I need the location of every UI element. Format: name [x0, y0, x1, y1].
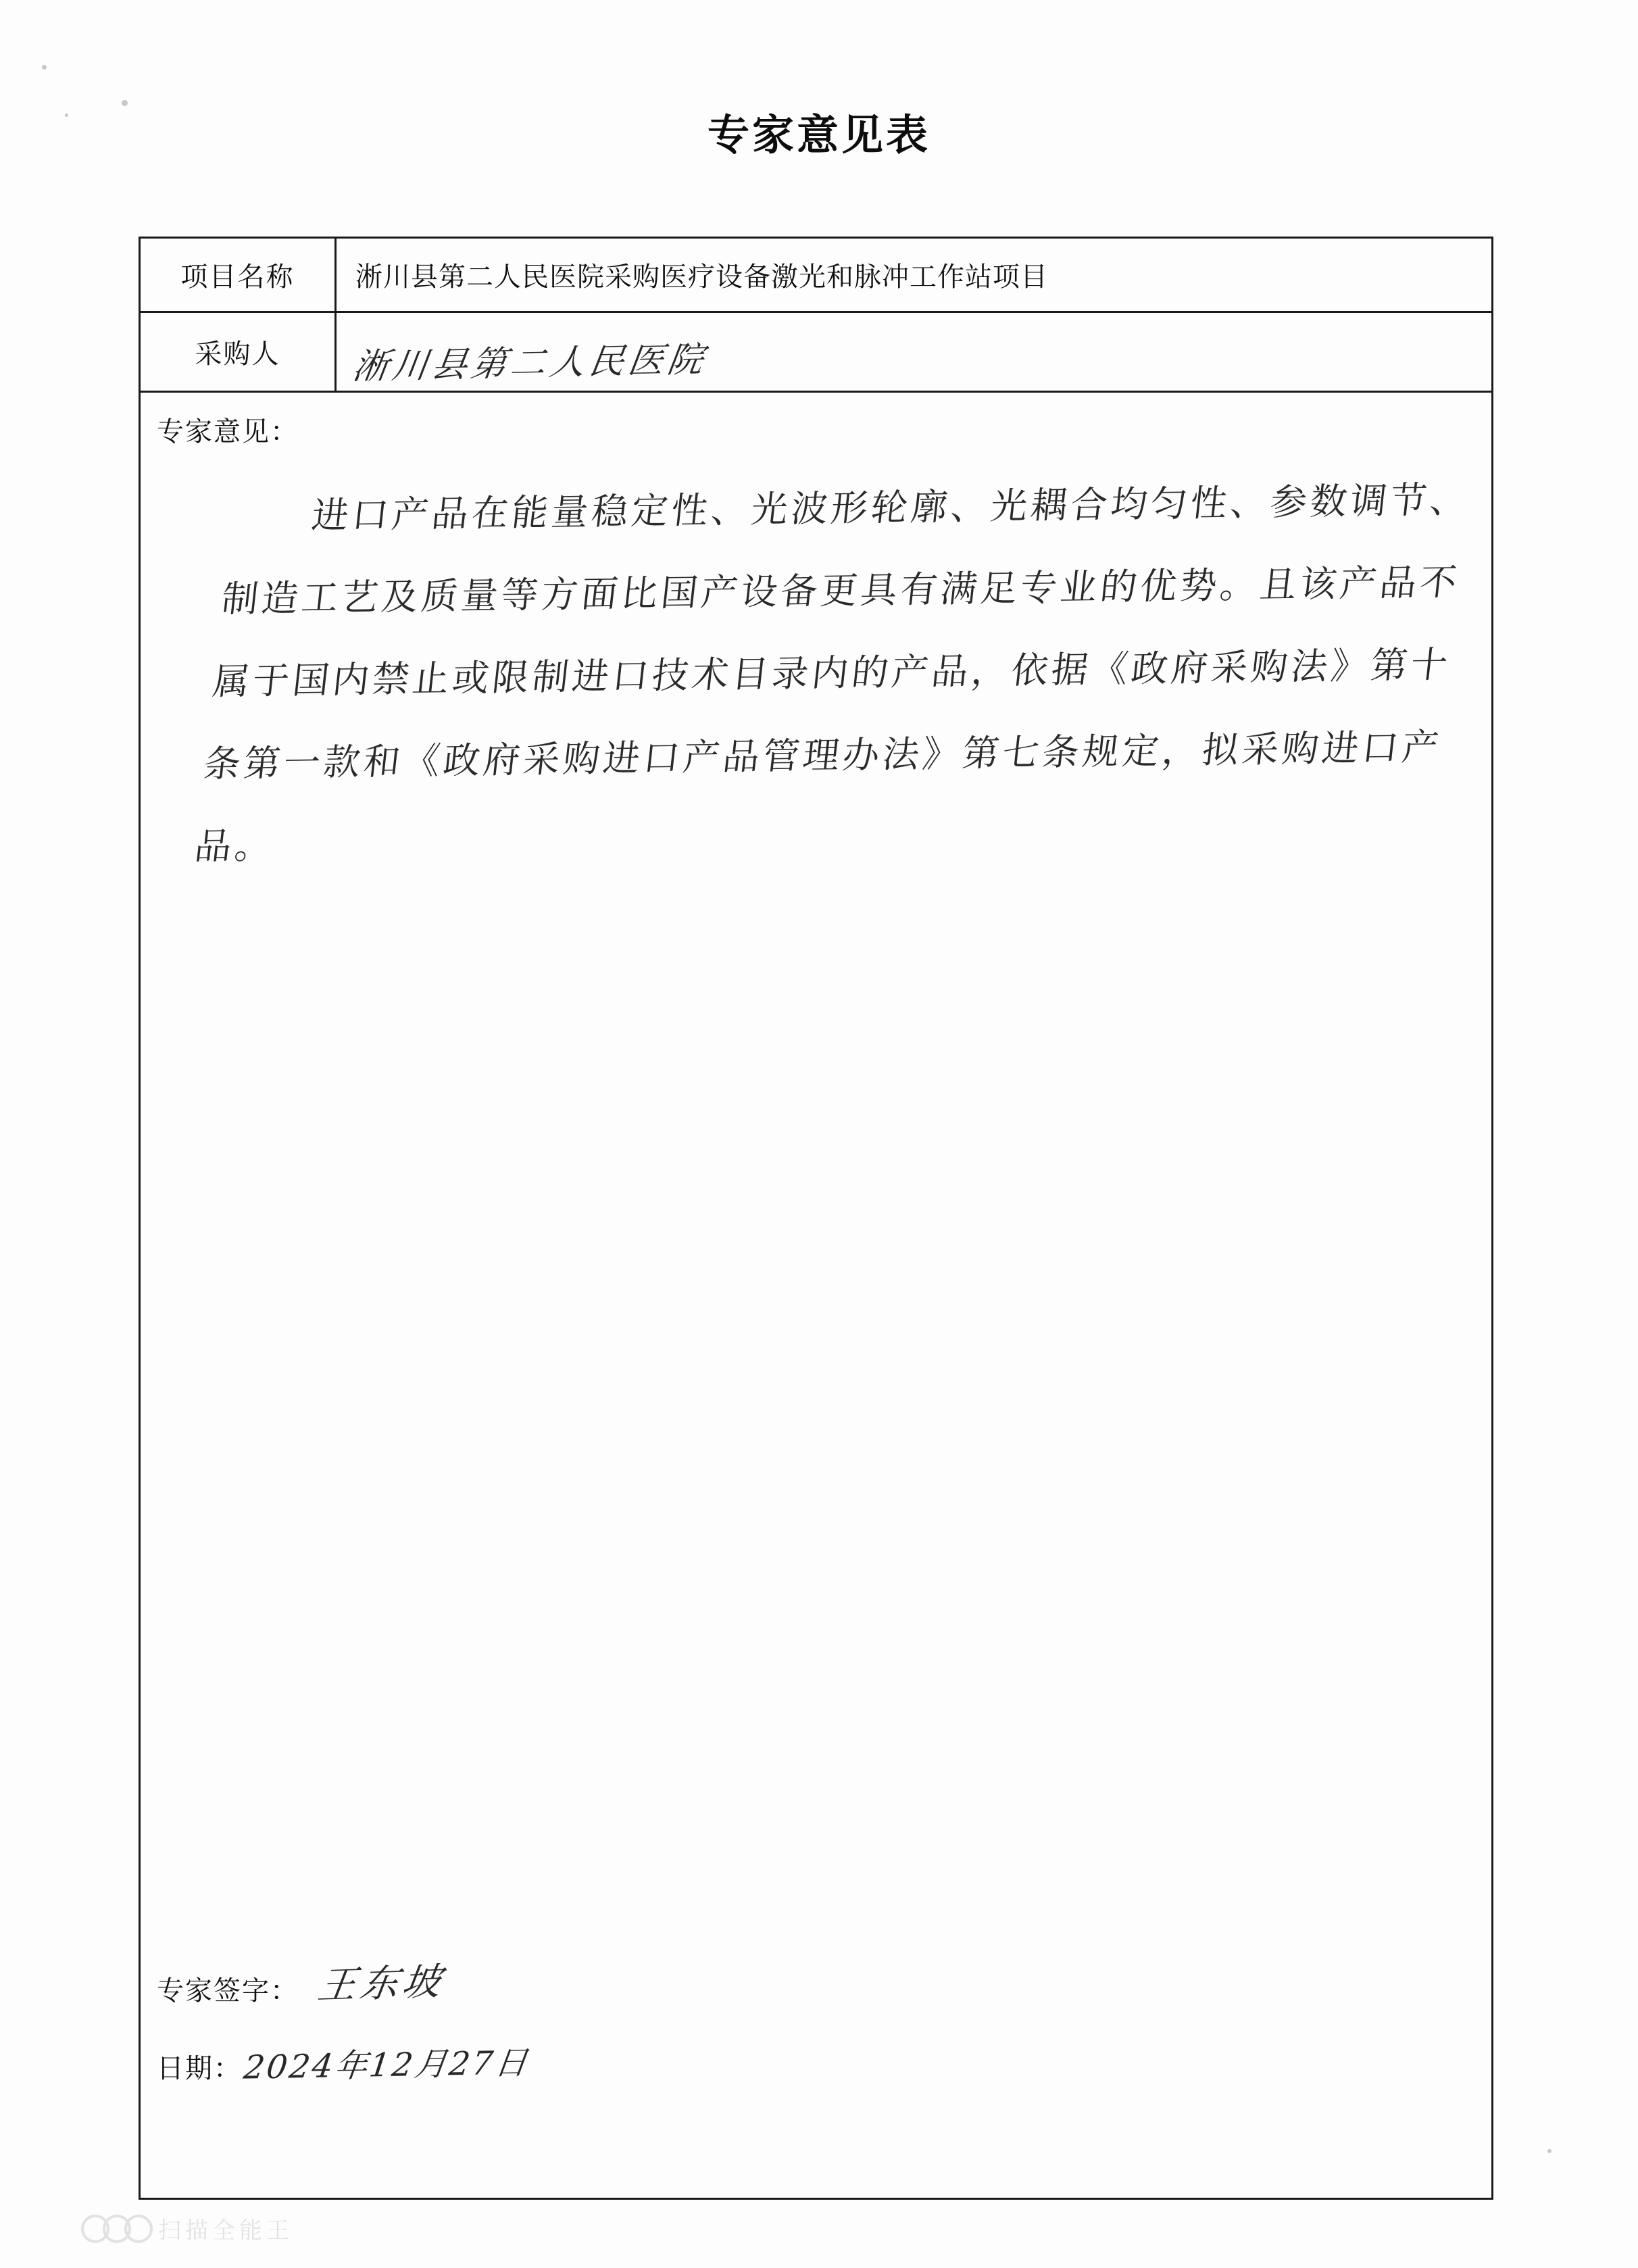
table-row-project-name: [141, 239, 1491, 313]
signature-block: [157, 1954, 968, 2117]
expert-signature-value: 王东坡: [315, 1959, 448, 2008]
expert-opinion-label: 专家意见：: [157, 416, 299, 447]
date-value: 2024年12月27日: [241, 2044, 532, 2087]
expert-opinion-handwritten-text: 进口产品在能量稳定性、光波形轮廓、光耦合均匀性、参数调节、制造工艺及质量等方面比国产设备更具有满足专业的优势。且该产品不属于国内禁止或限制进口技术目录内的产品，依据《政府采购法》第十条第一款和《政府采购进口产品管理办法》第七条规定，拟采购进口产品。: [192, 478, 1472, 868]
scan-speck: [42, 65, 47, 70]
table-row-purchaser: [141, 313, 1491, 393]
scanner-logo-icon: [81, 2215, 146, 2243]
project-name-value: 淅川县第二人民医院采购医疗设备激光和脉冲工作站项目: [355, 262, 1048, 293]
purchaser-label: 采购人: [141, 313, 337, 391]
expert-opinion-table: [139, 237, 1493, 2200]
project-name-label: 项目名称: [141, 239, 337, 311]
date-label: 日期：: [157, 2053, 242, 2084]
page-title: 专家意见表: [707, 110, 930, 159]
scan-speck: [1547, 2149, 1552, 2153]
date-row: [157, 2039, 968, 2086]
expert-signature-label: 专家签字：: [157, 1975, 299, 2006]
expert-opinion-area: [141, 393, 1491, 2198]
scanner-watermark: [81, 2212, 293, 2245]
signature-row: [157, 1954, 968, 2008]
purchaser-value-handwritten: 淅川县第二人民医院: [350, 339, 710, 388]
scanner-watermark-text: 扫描全能王: [158, 2217, 293, 2244]
